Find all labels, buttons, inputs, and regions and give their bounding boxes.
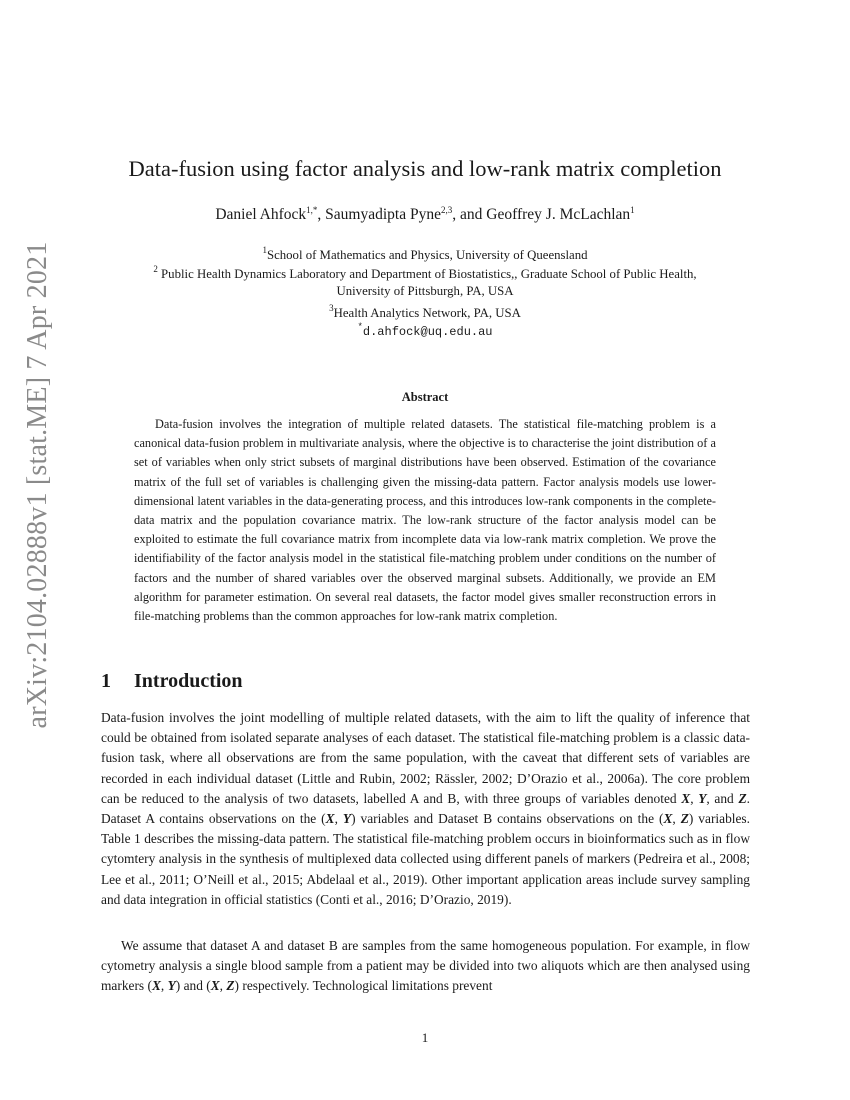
paragraph-text: , (672, 811, 681, 827)
affiliation-mark: 3 (329, 303, 334, 313)
author-name: Saumyadipta Pyne (325, 206, 441, 223)
author-affil-mark: 1 (630, 205, 635, 215)
section-title: Introduction (134, 670, 243, 692)
affiliation-3 (0, 303, 850, 321)
abstract-heading: Abstract (401, 390, 449, 404)
author-list (0, 205, 850, 224)
math-symbol: Z (680, 811, 689, 827)
section-number: 1 (101, 670, 111, 692)
page-number: 1 (421, 1030, 429, 1045)
abstract-body: Data-fusion involves the integration of multiple related datasets. The statistical file-matching problem is a canonical data-fusion problem in multivariate analysis, where the objective is to characterise the joint distribution of a set of variables when only strict subsets of marginal distributions have been observed. Estimation of the covariance matrix of the full set of variables is challenging given the missing-data pattern. Factor analysis models use lower-dimensional latent variables in the data-generating process, and this introduces low-rank components in the complete-data matrix and the population covariance matrix. The low-rank structure of the factor analysis model can be exploited to estimate the full covariance matrix from incomplete data via low-rank matrix completion. We prove the identifiability of the factor analysis model in the statistical file-matching problem under conditions on the number of factors and the number of shared variables over the observed marginal subsets. Additionally, we provide an EM algorithm for parameter estimation. On several real datasets, the factor model gives smaller reconstruction errors in file-matching problems than the common approaches for low-rank matrix completion. (134, 417, 716, 624)
math-symbol: Z (738, 790, 747, 806)
intro-paragraph-2 (101, 936, 750, 997)
affiliation-text: Health Analytics Network, PA, USA (333, 306, 521, 320)
section-heading-introduction (101, 670, 243, 693)
author-affil-mark: 2,3 (440, 205, 453, 215)
arxiv-identifier: arXiv:2104.02888v1 [stat.ME] 7 Apr 2021 (22, 241, 53, 729)
paragraph-text: ) variables and Dataset B contains observations on the ( (351, 811, 664, 827)
paragraph-text: , (219, 978, 227, 994)
affiliation-mark: 1 (262, 245, 267, 255)
author-separator: , (317, 206, 326, 223)
intro-paragraph-1 (101, 708, 750, 910)
paragraph-text: , and (706, 790, 739, 806)
math-symbol: Y (167, 978, 176, 994)
paragraph-text: , (334, 811, 343, 827)
paragraph-text: . Dataset A contains observations on the ( (101, 790, 750, 827)
affiliation-text: Public Health Dynamics Laboratory and Department of Biostatistics,, Graduate School of Public Health, (157, 267, 697, 281)
author-separator: , and (452, 206, 487, 223)
email-address: d.ahfock@uq.edu.au (362, 325, 493, 339)
affiliation-text: School of Mathematics and Physics, University of Queensland (266, 248, 588, 262)
author-name: Daniel Ahfock (215, 206, 307, 223)
math-symbol: Z (226, 978, 235, 994)
author-affil-mark: 1,* (306, 205, 318, 215)
paragraph-text: , (160, 978, 168, 994)
affiliation-mark: 2 (153, 264, 158, 274)
math-symbol: X (151, 978, 161, 994)
math-symbol: Y (342, 811, 352, 827)
paragraph-text: ) respectively. Technological limitations prevent (234, 978, 493, 994)
affiliation-2-line-2: University of Pittsburgh, PA, USA (336, 284, 514, 298)
paragraph-text: , (690, 790, 699, 806)
paragraph-text: We assume that dataset A and dataset B are samples from the same homogeneous population. For example, in flow cytometry analysis a single blood sample from a patient may be divided into two aliquots which are then analysed using markers ( (101, 938, 750, 994)
author-name: Geoffrey J. McLachlan (486, 206, 631, 223)
email-mark: * (357, 322, 363, 332)
math-symbol: Y (698, 790, 707, 806)
paper-title: Data-fusion using factor analysis and low-rank matrix completion (128, 156, 722, 181)
paragraph-text: ) and ( (175, 978, 211, 994)
math-symbol: X (325, 811, 335, 827)
paragraph-text: ) variables. Table 1 describes the missing-data pattern. The statistical file-matching problem occurs in bioinformatics such as in flow cytomtery analysis in the synthesis of multiplexed data collected using different panels of markers (Pedreira et al., 2008; Lee et al., 2011; O’Neill et al., 2015; Abdelaal et al., 2019). Other important application areas include survey sampling and data integration in official statistics (Conti et al., 2016; D’Orazio, 2019). (101, 811, 750, 907)
math-symbol: X (681, 790, 691, 806)
math-symbol: X (663, 811, 673, 827)
affiliation-2 (0, 264, 850, 282)
paragraph-text: Data-fusion involves the joint modelling of multiple related datasets, with the aim to lift the quality of inference that could be obtained from isolated separate analyses of each dataset. The statistical file-matching problem is a classic data-fusion task, where all observations are from the same population, with the caveat that different sets of variables are recorded in each individual dataset (Little and Rubin, 2002; Rässler, 2002; D’Orazio et al., 2006a). The core problem can be reduced to the analysis of two datasets, labelled A and B, with three groups of variables denoted (101, 710, 750, 806)
corresponding-email (0, 322, 850, 339)
affiliation-1 (0, 245, 850, 263)
math-symbol: X (210, 978, 220, 994)
